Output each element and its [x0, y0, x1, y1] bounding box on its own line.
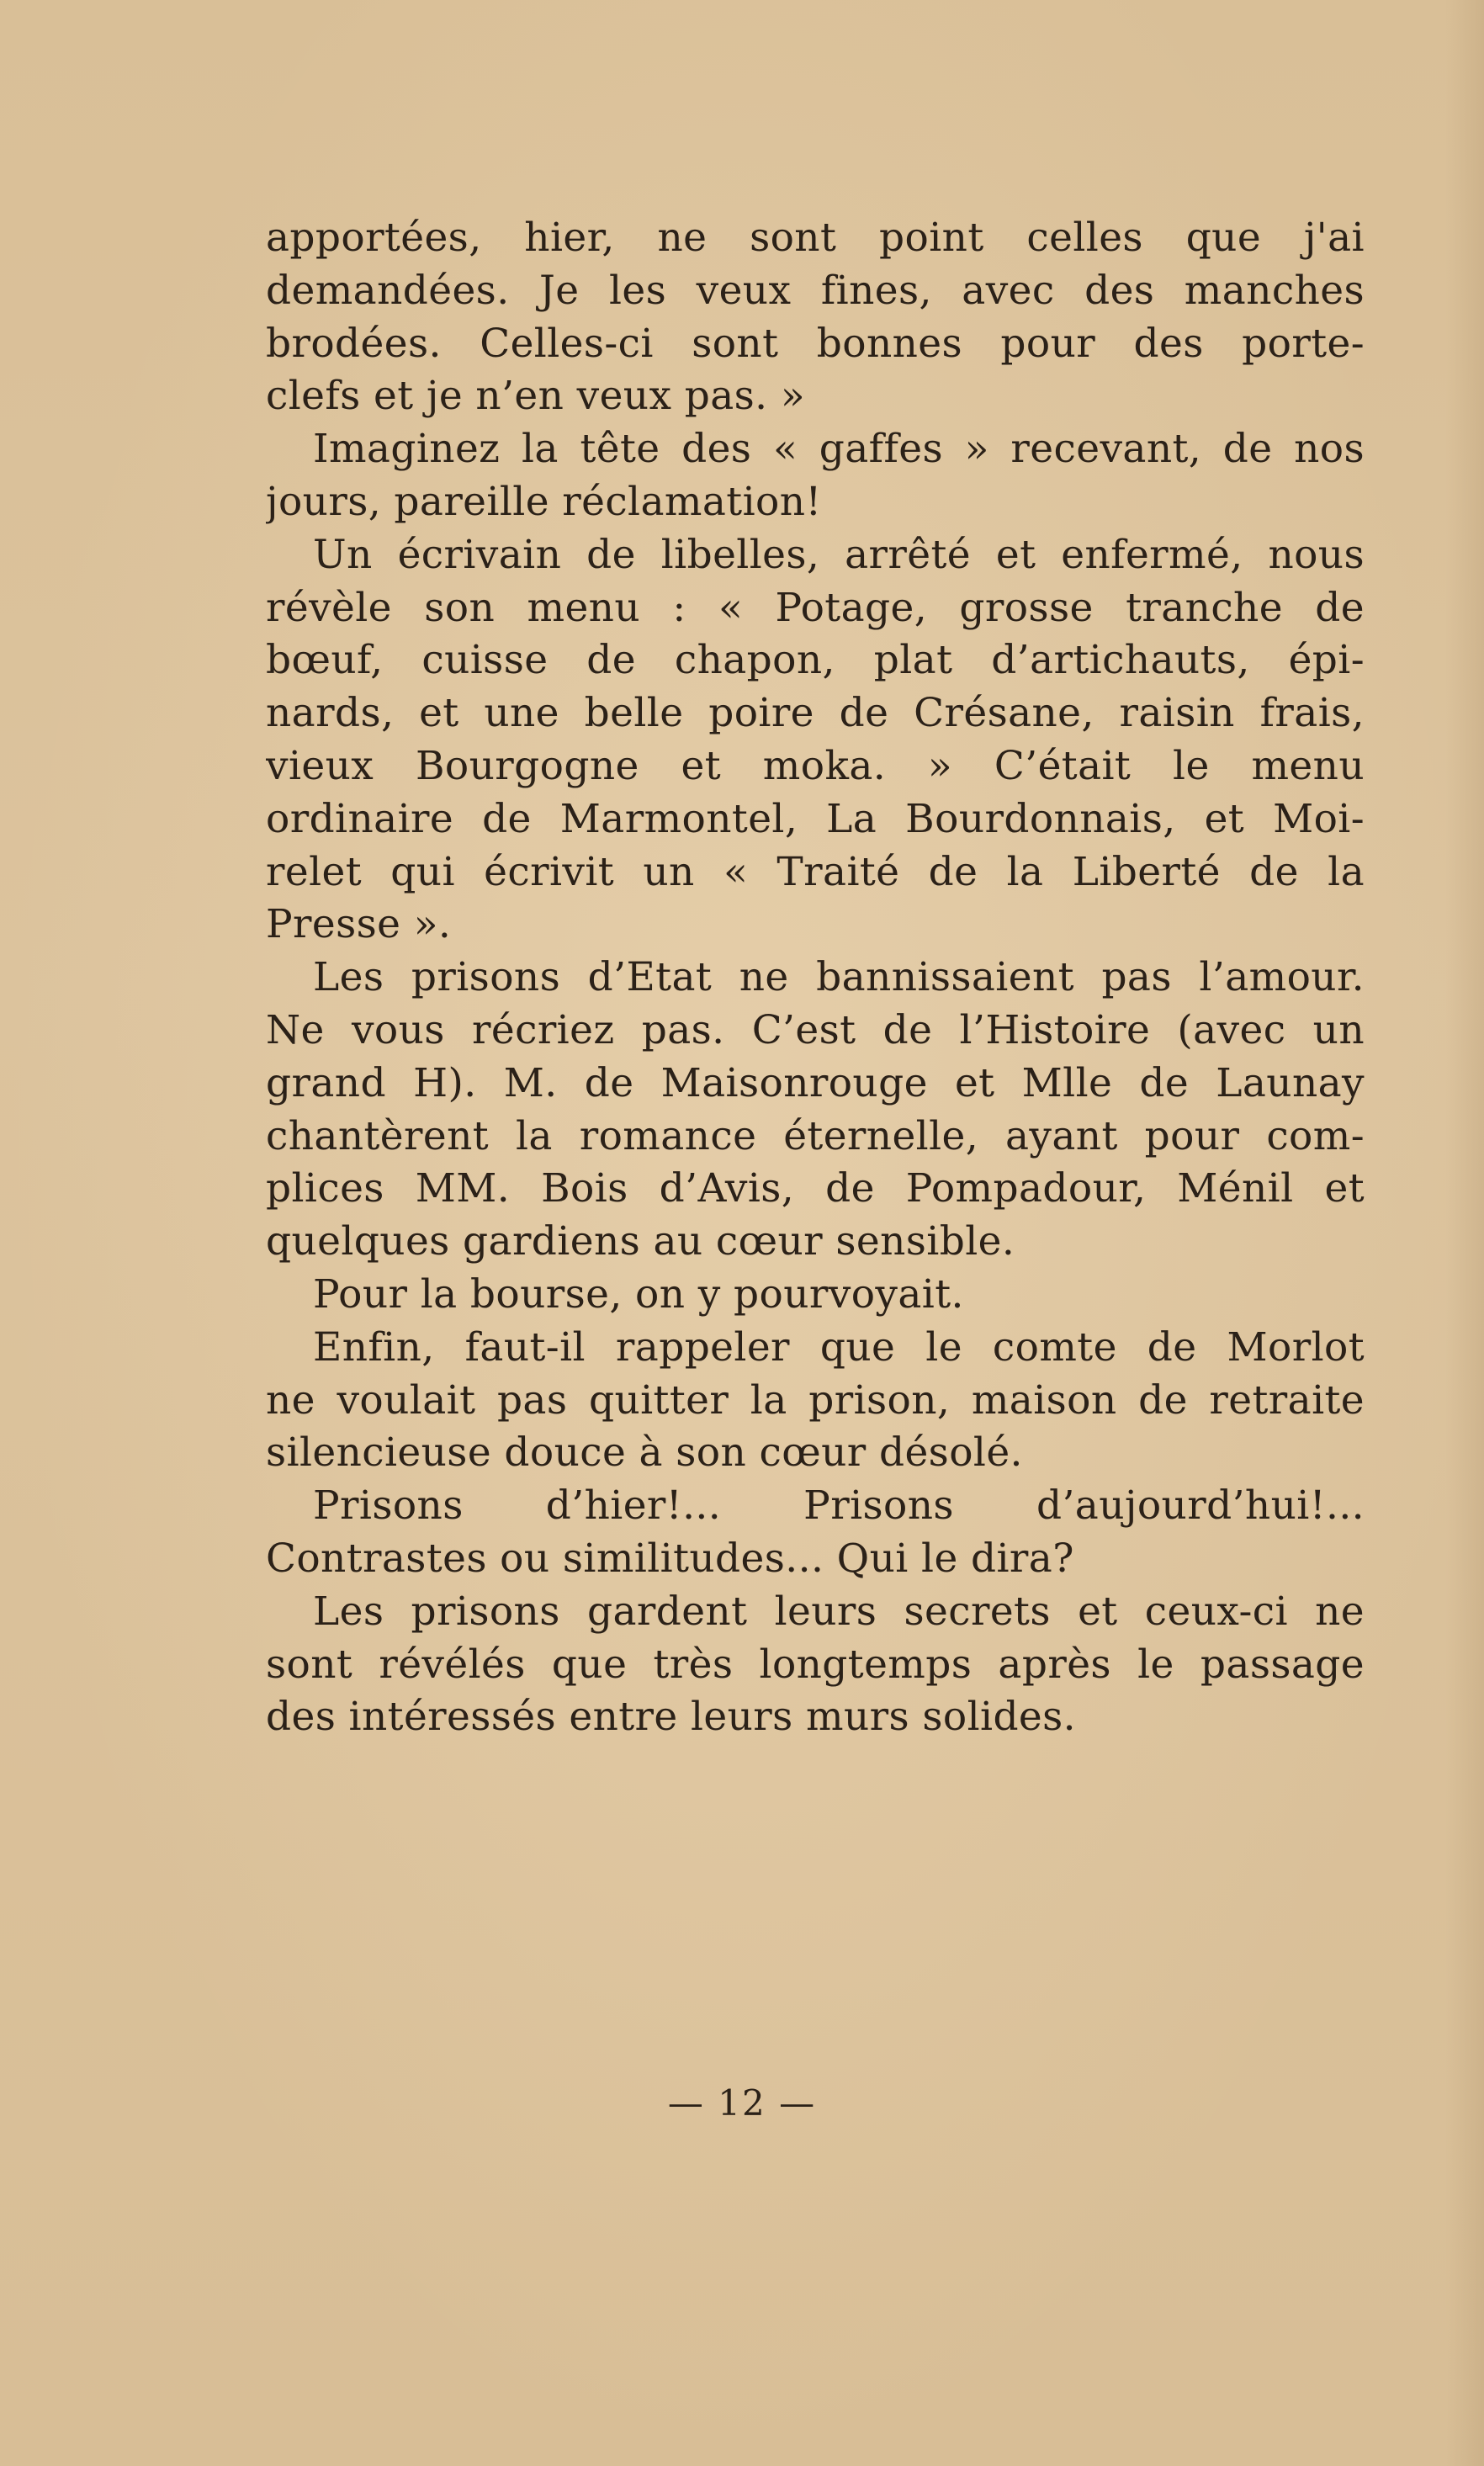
text-line: brodées. Celles-ci sont bonnes pour des porte- — [266, 320, 1365, 367]
text-line: plices MM. Bois d’Avis, de Pompadour, Ménil et — [266, 1165, 1365, 1212]
text-line: silencieuse douce à son cœur désolé. — [266, 1429, 1023, 1477]
text-line: Contrastes ou similitudes... Qui le dira? — [266, 1535, 1074, 1582]
text-line: clefs et je n’en veux pas. » — [266, 373, 805, 420]
text-line: Prisons d’hier!... Prisons d’aujourd’hui!... — [313, 1482, 1365, 1530]
page-number: — 12 — — [667, 2082, 817, 2124]
text-line: Pour la bourse, on y pourvoyait. — [313, 1270, 964, 1318]
text-line: révèle son menu : « Potage, grosse tranche de — [266, 584, 1365, 631]
text-line: apportées, hier, ne sont point celles que j'ai — [266, 215, 1365, 261]
text-line: Les prisons d’Etat ne bannissaient pas l’amour. — [313, 954, 1365, 1001]
text-line: Enfin, faut-il rappeler que le comte de Morlot — [313, 1323, 1365, 1371]
text-line: ne voulait pas quitter la prison, maison de retraite — [266, 1376, 1365, 1424]
text-line: bœuf, cuisse de chapon, plat d’artichauts, épi- — [266, 637, 1365, 684]
text-line: chantèrent la romance éternelle, ayant pour com- — [266, 1112, 1365, 1159]
text-line: des intéressés entre leurs murs solides. — [266, 1694, 1076, 1741]
text-line: Ne vous récriez pas. C’est de l’Histoire (avec un — [266, 1006, 1365, 1053]
text-line: ordinaire de Marmontel, La Bourdonnais, et Moi- — [266, 795, 1365, 842]
text-line: Un écrivain de libelles, arrêté et enfermé, nous — [313, 531, 1365, 578]
text-line: Presse ». — [266, 901, 452, 948]
text-line: grand H). M. de Maisonrouge et Mlle de Launay — [266, 1059, 1365, 1106]
text-line: jours, pareille réclamation! — [266, 478, 822, 525]
text-line: vieux Bourgogne et moka. » C’était le menu — [266, 742, 1365, 789]
body-text — [266, 212, 1365, 1744]
text-line: nards, et une belle poire de Crésane, raisin frais, — [266, 690, 1365, 737]
text-line: relet qui écrivit un « Traité de la Liberté de la — [266, 848, 1365, 895]
text-line: Les prisons gardent leurs secrets et ceux-ci ne — [313, 1588, 1365, 1635]
text-line: quelques gardiens au cœur sensible. — [266, 1218, 1015, 1265]
text-line: sont révélés que très longtemps après le passage — [266, 1641, 1365, 1688]
text-line: Imaginez la tête des « gaffes » recevant, de nos — [313, 426, 1365, 473]
text-line: demandées. Je les veux fines, avec des manches — [266, 267, 1365, 314]
